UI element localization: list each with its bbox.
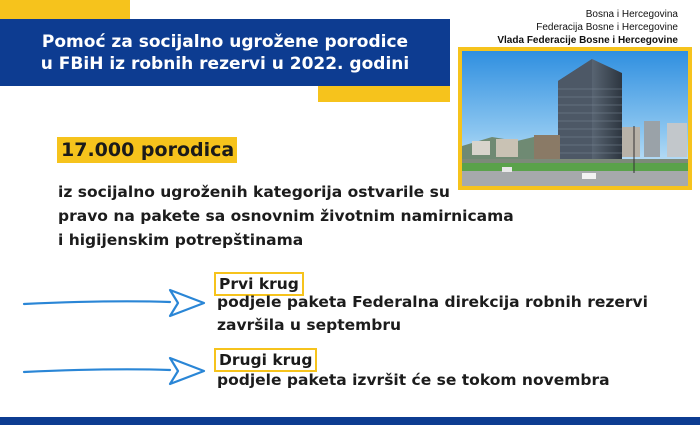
banner-accent bbox=[318, 86, 450, 102]
arrow-right-icon bbox=[20, 282, 210, 326]
page-title-line2: u FBiH iz robnih rezervi u 2022. godini bbox=[40, 54, 410, 74]
description-text bbox=[58, 180, 558, 252]
title-banner bbox=[0, 19, 450, 86]
second-round-text bbox=[217, 369, 657, 392]
families-count-highlight: 17.000 porodica bbox=[57, 137, 237, 163]
arrow-right-icon bbox=[20, 350, 210, 394]
first-round-label: Prvi krug bbox=[214, 272, 304, 296]
description-line: pravo na pakete sa osnovnim životnim namirnicama bbox=[58, 207, 514, 225]
description-line: i higijenskim potrepštinama bbox=[58, 231, 304, 249]
second-round-label: Drugi krug bbox=[214, 348, 317, 372]
corner-accent bbox=[0, 0, 130, 19]
org-line-federation: Federacija Bosne i Hercegovine bbox=[536, 22, 678, 33]
government-building-photo bbox=[462, 51, 688, 186]
org-line-government: Vlada Federacije Bosne i Hercegovine bbox=[497, 35, 678, 46]
bottom-bar bbox=[0, 417, 700, 425]
first-round-text bbox=[217, 291, 657, 337]
round-text-line: podjele paketa izvršit će se tokom novembra bbox=[217, 371, 610, 389]
description-line: iz socijalno ugroženih kategorija ostvarile su bbox=[58, 183, 450, 201]
org-line-country: Bosna i Hercegovina bbox=[585, 9, 678, 20]
page-title-line1: Pomoć za socijalno ugrožene porodice bbox=[41, 32, 409, 52]
round-text-line: podjele paketa Federalna direkcija robnih rezervi bbox=[217, 293, 648, 311]
building-photo-frame bbox=[458, 47, 692, 190]
round-text-line: završila u septembru bbox=[217, 316, 402, 334]
government-header bbox=[497, 8, 678, 47]
